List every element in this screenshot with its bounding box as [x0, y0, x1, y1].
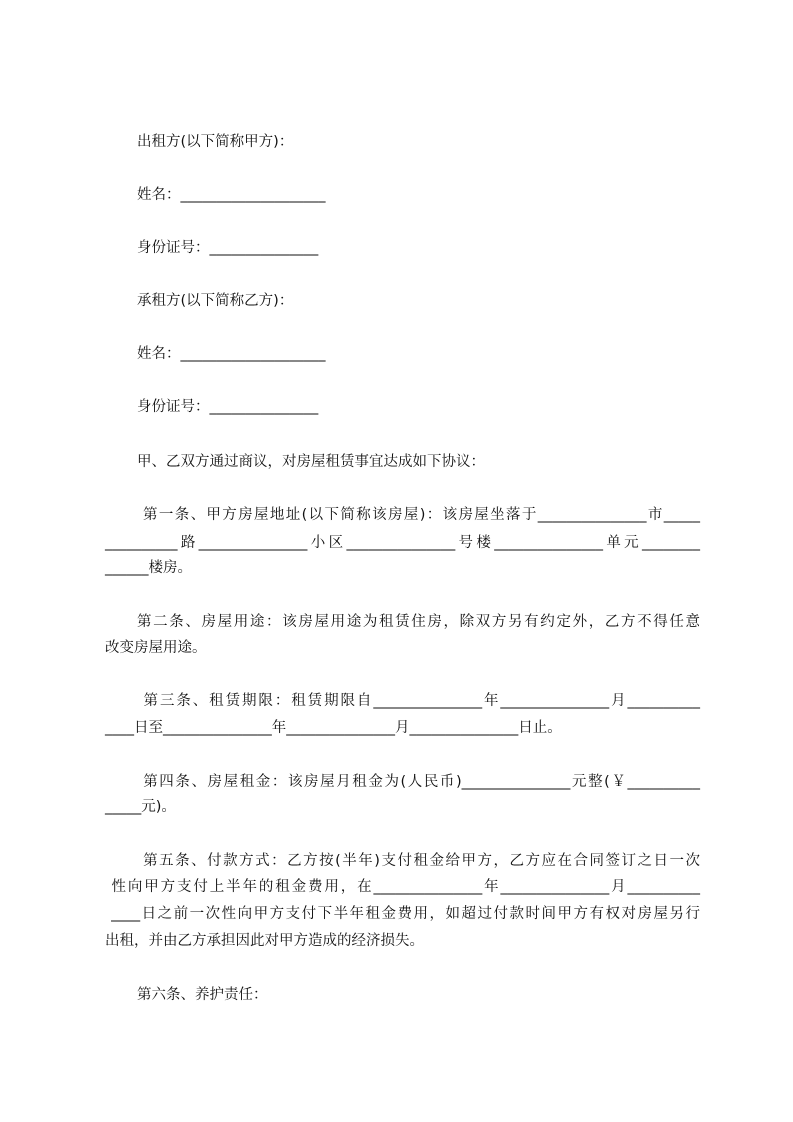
lessor-heading: 出租方(以下简称甲方)：	[137, 134, 294, 150]
article-3-line-2: ____日至_______________年_______________月_______________日止。	[105, 720, 562, 736]
article-4-line-2: _____元)。	[105, 799, 176, 815]
article-1-line-3: ______楼房。	[105, 560, 192, 576]
article-5-line-1: 第五条、付款方式：乙方按(半年)支付租金给甲方，乙方应在合同签订之日一次	[137, 853, 700, 869]
lessor-name-field: 姓名：____________________	[137, 187, 326, 203]
article-5-line-4: 出租，并由乙方承担因此对甲方造成的经济损失。	[105, 933, 424, 949]
lessee-heading: 承租方(以下简称乙方)：	[137, 293, 294, 309]
article-2-line-2: 改变房屋用途。	[105, 640, 207, 656]
article-6-heading: 第六条、养护责任：	[137, 987, 268, 1003]
article-5-line-3: ____日之前一次性向甲方支付下半年租金费用，如超过付款时间甲方有权对房屋另行	[105, 906, 700, 922]
article-5-line-2: 性向甲方支付上半年的租金费用，在_______________年_______________月__________	[105, 879, 700, 895]
article-4-line-1: 第四条、房屋租金：该房屋月租金为(人民币)_______________元整(￥__________	[137, 774, 700, 790]
article-2-line-1: 第二条、房屋用途：该房屋用途为租赁住房，除双方另有约定外，乙方不得任意	[137, 614, 700, 630]
agreement-intro: 甲、乙双方通过商议，对房屋租赁事宜达成如下协议：	[137, 454, 485, 470]
lessee-id-field: 身份证号：_______________	[137, 399, 319, 415]
lessor-id-field: 身份证号：_______________	[137, 240, 319, 256]
article-3-line-1: 第三条、租赁期限：租赁期限自_______________年_______________月__________	[137, 693, 700, 709]
article-1-line-1: 第一条、甲方房屋地址(以下简称该房屋)：该房屋坐落于_______________市_____	[137, 507, 700, 523]
article-1-line-2: __________路_______________小区_______________号楼_______________单元________	[105, 535, 700, 551]
lessee-name-field: 姓名：____________________	[137, 346, 326, 362]
